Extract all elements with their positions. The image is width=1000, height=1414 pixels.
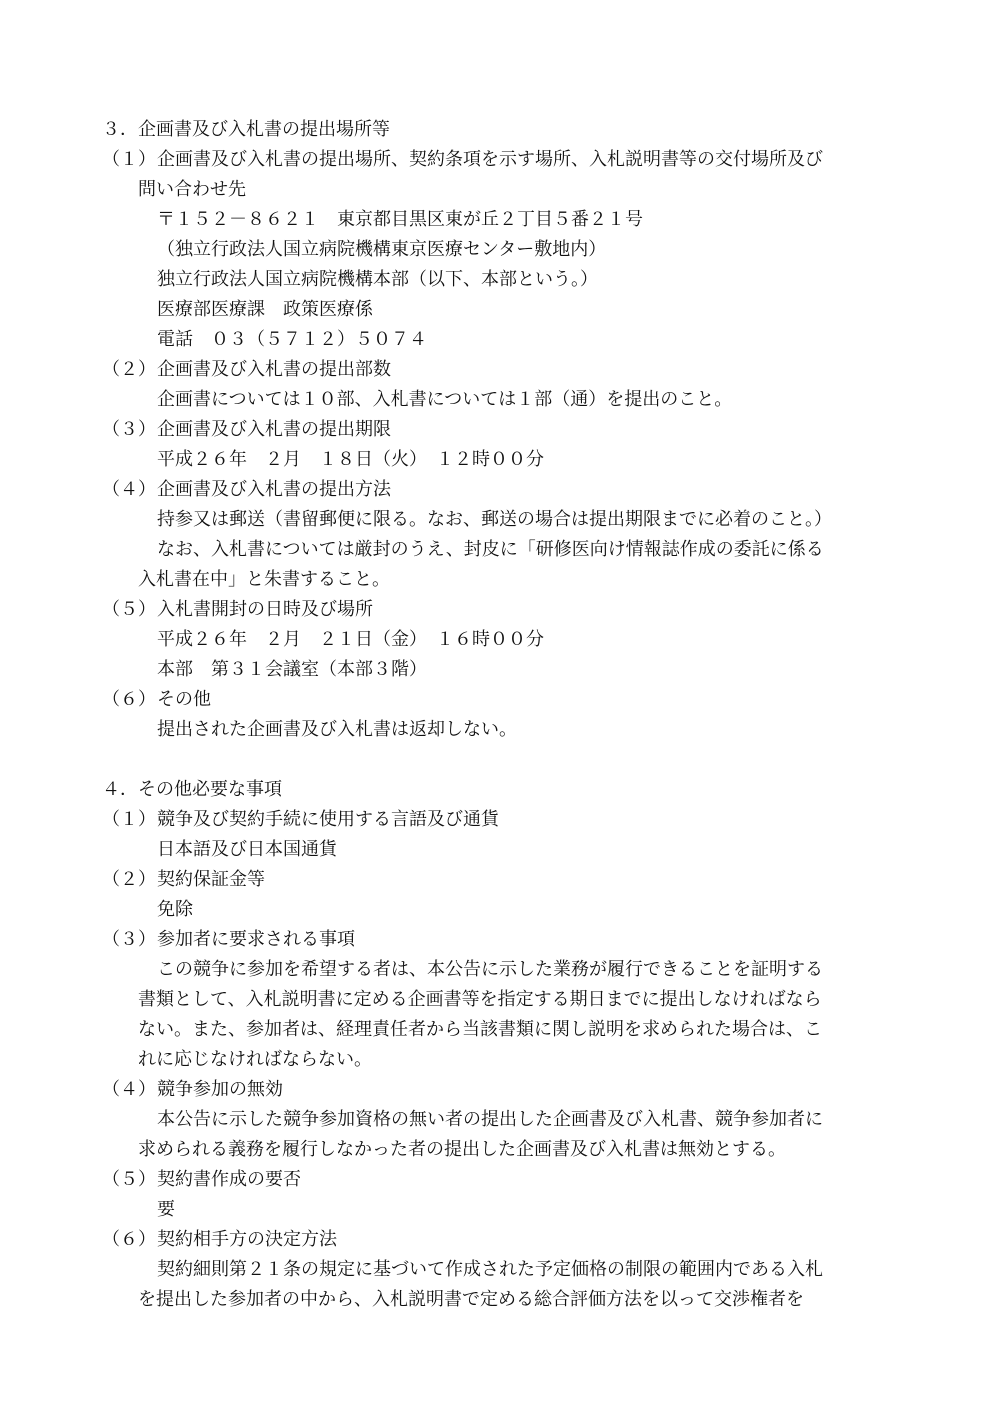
s4-item5-body: 要 bbox=[157, 1199, 175, 1220]
s4-item4-title: 競争参加の無効 bbox=[157, 1079, 283, 1100]
s4-item1-body: 日本語及び日本国通貨 bbox=[157, 839, 337, 860]
s3-item4-body-line3: 入札書在中」と朱書すること。 bbox=[138, 569, 390, 590]
s4-item3-label: （３） bbox=[102, 929, 156, 950]
s3-item4-label: （４） bbox=[102, 479, 156, 500]
s4-item1-title: 競争及び契約手続に使用する言語及び通貨 bbox=[157, 809, 499, 830]
s4-item6-body-line1: 契約細則第２１条の規定に基づいて作成された予定価格の制限の範囲内である入札 bbox=[157, 1259, 823, 1280]
s4-item6-title: 契約相手方の決定方法 bbox=[157, 1229, 337, 1250]
s3-item4-body-line1: 持参又は郵送（書留郵便に限る。なお、郵送の場合は提出期限までに必着のこと。） bbox=[157, 509, 832, 530]
s3-item6-body: 提出された企画書及び入札書は返却しない。 bbox=[157, 719, 517, 740]
s3-item2-title: 企画書及び入札書の提出部数 bbox=[157, 359, 391, 380]
s3-item1-label: （１） bbox=[102, 149, 156, 170]
s3-item1-department: 医療部医療課 政策医療係 bbox=[157, 299, 373, 320]
s4-item5-title: 契約書作成の要否 bbox=[157, 1169, 301, 1190]
s3-item1-location-note: （独立行政法人国立病院機構東京医療センター敷地内） bbox=[157, 239, 607, 260]
s3-item4-body-line2: なお、入札書については厳封のうえ、封皮に「研修医向け情報誌作成の委託に係る bbox=[157, 539, 824, 560]
section-3-heading: ３．企画書及び入札書の提出場所等 bbox=[102, 119, 390, 140]
s4-item3-body-line1: この競争に参加を希望する者は、本公告に示した業務が履行できることを証明する bbox=[157, 959, 823, 980]
s3-item1-title-line1: 企画書及び入札書の提出場所、契約条項を示す場所、入札説明書等の交付場所及び bbox=[157, 149, 823, 170]
s3-item1-organization: 独立行政法人国立病院機構本部（以下、本部という。） bbox=[157, 269, 598, 290]
s3-item1-title-line2: 問い合わせ先 bbox=[138, 179, 246, 200]
s4-item4-body-line2: 求められる義務を履行しなかった者の提出した企画書及び入札書は無効とする。 bbox=[138, 1139, 786, 1160]
s3-item3-title: 企画書及び入札書の提出期限 bbox=[157, 419, 391, 440]
s3-item5-date: 平成２６年 ２月 ２１日（金） １６時００分 bbox=[157, 629, 544, 650]
s3-item2-label: （２） bbox=[102, 359, 156, 380]
s4-item3-body-line3: ない。また、参加者は、経理責任者から当該書類に関し説明を求められた場合は、こ bbox=[138, 1019, 822, 1040]
s4-item6-body-line2: を提出した参加者の中から、入札説明書で定める総合評価方法を以って交渉権者を bbox=[138, 1289, 804, 1310]
s4-item5-label: （５） bbox=[102, 1169, 156, 1190]
s3-item5-title: 入札書開封の日時及び場所 bbox=[157, 599, 373, 620]
s4-item1-label: （１） bbox=[102, 809, 156, 830]
s4-item6-label: （６） bbox=[102, 1229, 156, 1250]
s3-item2-body: 企画書については１０部、入札書については１部（通）を提出のこと。 bbox=[157, 389, 733, 410]
s4-item3-body-line2: 書類として、入札説明書に定める企画書等を指定する期日までに提出しなければなら bbox=[138, 989, 822, 1010]
s4-item3-title: 参加者に要求される事項 bbox=[157, 929, 355, 950]
s3-item1-postal-address: 〒１５２－８６２１ 東京都目黒区東が丘２丁目５番２１号 bbox=[157, 209, 643, 230]
s4-item2-title: 契約保証金等 bbox=[157, 869, 265, 890]
s3-item3-deadline: 平成２６年 ２月 １８日（火） １２時００分 bbox=[157, 449, 544, 470]
s3-item1-phone: 電話 ０３（５７１２）５０７４ bbox=[157, 329, 427, 350]
s3-item5-label: （５） bbox=[102, 599, 156, 620]
s4-item3-body-line4: れに応じなければならない。 bbox=[138, 1049, 372, 1070]
s3-item6-title: その他 bbox=[157, 689, 211, 710]
s4-item2-label: （２） bbox=[102, 869, 156, 890]
s4-item4-label: （４） bbox=[102, 1079, 156, 1100]
section-4-heading: ４．その他必要な事項 bbox=[102, 779, 282, 800]
s4-item2-body: 免除 bbox=[157, 899, 193, 920]
s4-item4-body-line1: 本公告に示した競争参加資格の無い者の提出した企画書及び入札書、競争参加者に bbox=[157, 1109, 823, 1130]
s3-item6-label: （６） bbox=[102, 689, 156, 710]
s3-item3-label: （３） bbox=[102, 419, 156, 440]
s3-item4-title: 企画書及び入札書の提出方法 bbox=[157, 479, 391, 500]
s3-item5-place: 本部 第３１会議室（本部３階） bbox=[157, 659, 427, 680]
